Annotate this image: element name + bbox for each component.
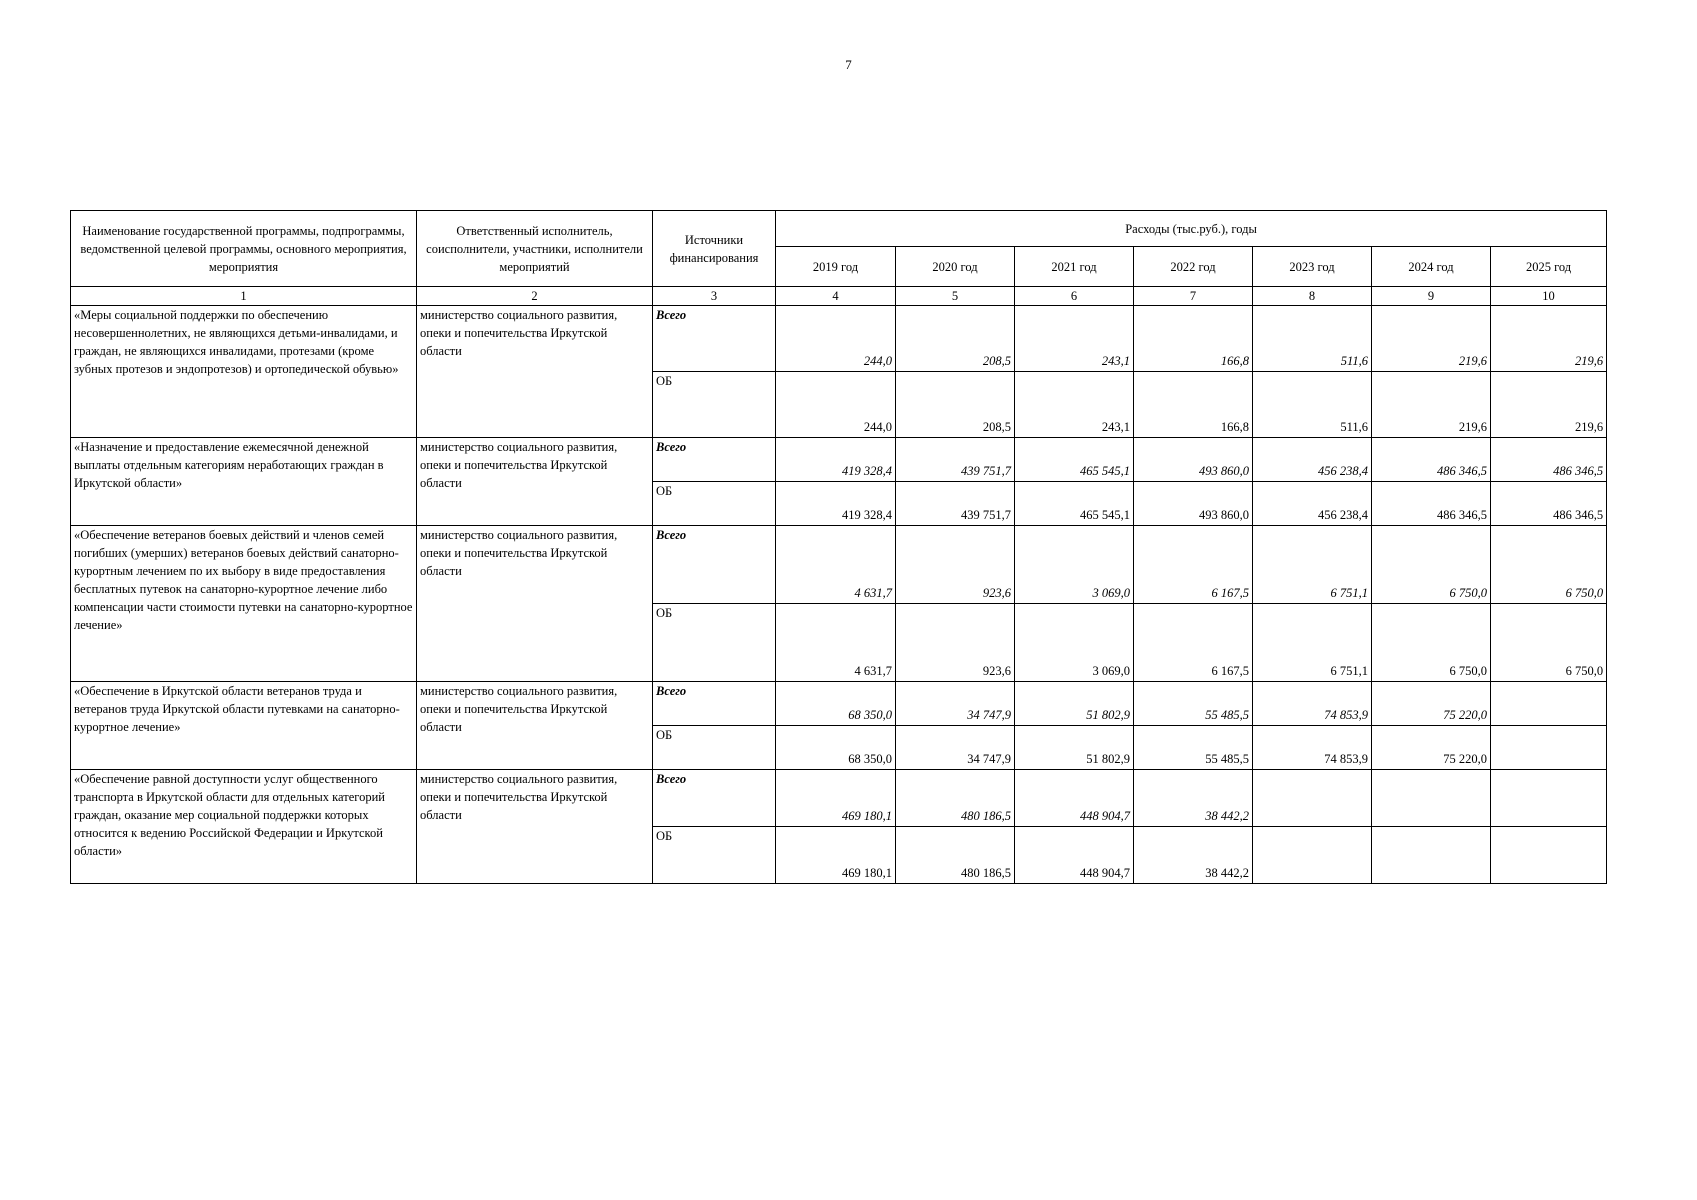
ob-value: 219,6 bbox=[1491, 372, 1607, 438]
header-year: 2019 год bbox=[776, 247, 896, 287]
header-source: Источники финансирования bbox=[653, 211, 776, 287]
source-ob-label: ОБ bbox=[653, 827, 776, 884]
ob-value bbox=[1253, 827, 1372, 884]
total-value: 480 186,5 bbox=[896, 770, 1015, 827]
ob-value: 419 328,4 bbox=[776, 482, 896, 526]
source-ob-label: ОБ bbox=[653, 604, 776, 682]
program-name: «Обеспечение равной доступности услуг общественного транспорта в Иркутской области для отдельных категорий граждан, оказание мер социальной поддержки которых относится к ведению Российской Федерации и Иркутской области» bbox=[71, 770, 417, 884]
header-expenses: Расходы (тыс.руб.), годы bbox=[776, 211, 1607, 247]
header-name: Наименование государственной программы, подпрограммы, ведомственной целевой программы, основного мероприятия, мероприятия bbox=[71, 211, 417, 287]
ob-value: 75 220,0 bbox=[1372, 726, 1491, 770]
source-total-label: Всего bbox=[653, 306, 776, 372]
ob-value: 51 802,9 bbox=[1015, 726, 1134, 770]
ob-value: 439 751,7 bbox=[896, 482, 1015, 526]
header-executor: Ответственный исполнитель, соисполнители, участники, исполнители мероприятий bbox=[417, 211, 653, 287]
header-year: 2025 год bbox=[1491, 247, 1607, 287]
total-value: 68 350,0 bbox=[776, 682, 896, 726]
ob-value bbox=[1491, 726, 1607, 770]
column-number: 4 bbox=[776, 287, 896, 306]
header-year: 2023 год bbox=[1253, 247, 1372, 287]
column-number: 3 bbox=[653, 287, 776, 306]
ob-value: 6 750,0 bbox=[1491, 604, 1607, 682]
ob-value: 465 545,1 bbox=[1015, 482, 1134, 526]
ob-value: 6 750,0 bbox=[1372, 604, 1491, 682]
total-value: 75 220,0 bbox=[1372, 682, 1491, 726]
total-value: 219,6 bbox=[1372, 306, 1491, 372]
ob-value: 486 346,5 bbox=[1372, 482, 1491, 526]
total-value: 486 346,5 bbox=[1372, 438, 1491, 482]
ob-value: 4 631,7 bbox=[776, 604, 896, 682]
total-value: 419 328,4 bbox=[776, 438, 896, 482]
total-value bbox=[1491, 682, 1607, 726]
total-value: 465 545,1 bbox=[1015, 438, 1134, 482]
total-value: 243,1 bbox=[1015, 306, 1134, 372]
ob-value: 511,6 bbox=[1253, 372, 1372, 438]
ob-value: 6 751,1 bbox=[1253, 604, 1372, 682]
total-value: 486 346,5 bbox=[1491, 438, 1607, 482]
total-value: 456 238,4 bbox=[1253, 438, 1372, 482]
total-value: 469 180,1 bbox=[776, 770, 896, 827]
table-row bbox=[71, 770, 1607, 827]
total-value: 439 751,7 bbox=[896, 438, 1015, 482]
ob-value: 448 904,7 bbox=[1015, 827, 1134, 884]
total-value: 166,8 bbox=[1134, 306, 1253, 372]
column-number: 2 bbox=[417, 287, 653, 306]
ob-value: 486 346,5 bbox=[1491, 482, 1607, 526]
ob-value: 456 238,4 bbox=[1253, 482, 1372, 526]
ob-value: 469 180,1 bbox=[776, 827, 896, 884]
program-name: «Назначение и предоставление ежемесячной денежной выплаты отдельным категориям неработающих граждан в Иркутской области» bbox=[71, 438, 417, 526]
total-value: 244,0 bbox=[776, 306, 896, 372]
column-number: 1 bbox=[71, 287, 417, 306]
ob-value: 243,1 bbox=[1015, 372, 1134, 438]
ob-value: 3 069,0 bbox=[1015, 604, 1134, 682]
source-total-label: Всего bbox=[653, 682, 776, 726]
total-value: 219,6 bbox=[1491, 306, 1607, 372]
total-value: 4 631,7 bbox=[776, 526, 896, 604]
executor: министерство социального развития, опеки и попечительства Иркутской области bbox=[417, 682, 653, 770]
table-row bbox=[71, 526, 1607, 604]
ob-value: 38 442,2 bbox=[1134, 827, 1253, 884]
budget-table bbox=[70, 210, 1607, 884]
source-total-label: Всего bbox=[653, 526, 776, 604]
total-value: 208,5 bbox=[896, 306, 1015, 372]
table-row bbox=[71, 682, 1607, 726]
ob-value: 923,6 bbox=[896, 604, 1015, 682]
column-number: 7 bbox=[1134, 287, 1253, 306]
page-number: 7 bbox=[845, 57, 852, 72]
ob-value: 219,6 bbox=[1372, 372, 1491, 438]
total-value bbox=[1253, 770, 1372, 827]
total-value: 511,6 bbox=[1253, 306, 1372, 372]
total-value: 6 751,1 bbox=[1253, 526, 1372, 604]
ob-value bbox=[1491, 827, 1607, 884]
total-value: 493 860,0 bbox=[1134, 438, 1253, 482]
column-number: 9 bbox=[1372, 287, 1491, 306]
total-value: 74 853,9 bbox=[1253, 682, 1372, 726]
executor: министерство социального развития, опеки и попечительства Иркутской области bbox=[417, 526, 653, 682]
executor: министерство социального развития, опеки и попечительства Иркутской области bbox=[417, 770, 653, 884]
ob-value: 6 167,5 bbox=[1134, 604, 1253, 682]
source-total-label: Всего bbox=[653, 438, 776, 482]
header-year: 2024 год bbox=[1372, 247, 1491, 287]
total-value: 34 747,9 bbox=[896, 682, 1015, 726]
program-name: «Обеспечение ветеранов боевых действий и членов семей погибших (умерших) ветеранов боевых действий санаторно-курортным лечением по их выбору в виде предоставления бесплатных путевок на санаторно-курортное лечение либо компенсации части стоимости путевки на санаторно-курортное лечение» bbox=[71, 526, 417, 682]
column-number: 6 bbox=[1015, 287, 1134, 306]
program-name: «Меры социальной поддержки по обеспечению несовершеннолетних, не являющихся детьми-инвалидами, и граждан, не являющихся инвалидами, протезами (кроме зубных протезов и эндопротезов) и ортопедической обувью» bbox=[71, 306, 417, 438]
total-value bbox=[1372, 770, 1491, 827]
column-number: 5 bbox=[896, 287, 1015, 306]
source-ob-label: ОБ bbox=[653, 372, 776, 438]
ob-value: 74 853,9 bbox=[1253, 726, 1372, 770]
executor: министерство социального развития, опеки и попечительства Иркутской области bbox=[417, 438, 653, 526]
executor: министерство социального развития, опеки и попечительства Иркутской области bbox=[417, 306, 653, 438]
table-row bbox=[71, 438, 1607, 482]
ob-value: 68 350,0 bbox=[776, 726, 896, 770]
column-number-row bbox=[71, 287, 1607, 306]
total-value: 55 485,5 bbox=[1134, 682, 1253, 726]
total-value: 6 750,0 bbox=[1372, 526, 1491, 604]
table-row bbox=[71, 306, 1607, 372]
column-number: 8 bbox=[1253, 287, 1372, 306]
total-value: 448 904,7 bbox=[1015, 770, 1134, 827]
ob-value: 244,0 bbox=[776, 372, 896, 438]
source-ob-label: ОБ bbox=[653, 726, 776, 770]
ob-value: 34 747,9 bbox=[896, 726, 1015, 770]
ob-value bbox=[1372, 827, 1491, 884]
ob-value: 208,5 bbox=[896, 372, 1015, 438]
column-number: 10 bbox=[1491, 287, 1607, 306]
ob-value: 493 860,0 bbox=[1134, 482, 1253, 526]
total-value: 6 750,0 bbox=[1491, 526, 1607, 604]
total-value: 923,6 bbox=[896, 526, 1015, 604]
header-year: 2022 год bbox=[1134, 247, 1253, 287]
program-name: «Обеспечение в Иркутской области ветеранов труда и ветеранов труда Иркутской области путевками на санаторно-курортное лечение» bbox=[71, 682, 417, 770]
ob-value: 55 485,5 bbox=[1134, 726, 1253, 770]
source-total-label: Всего bbox=[653, 770, 776, 827]
ob-value: 166,8 bbox=[1134, 372, 1253, 438]
header-year: 2021 год bbox=[1015, 247, 1134, 287]
ob-value: 480 186,5 bbox=[896, 827, 1015, 884]
total-value: 38 442,2 bbox=[1134, 770, 1253, 827]
total-value: 51 802,9 bbox=[1015, 682, 1134, 726]
total-value: 3 069,0 bbox=[1015, 526, 1134, 604]
source-ob-label: ОБ bbox=[653, 482, 776, 526]
total-value: 6 167,5 bbox=[1134, 526, 1253, 604]
total-value bbox=[1491, 770, 1607, 827]
header-year: 2020 год bbox=[896, 247, 1015, 287]
